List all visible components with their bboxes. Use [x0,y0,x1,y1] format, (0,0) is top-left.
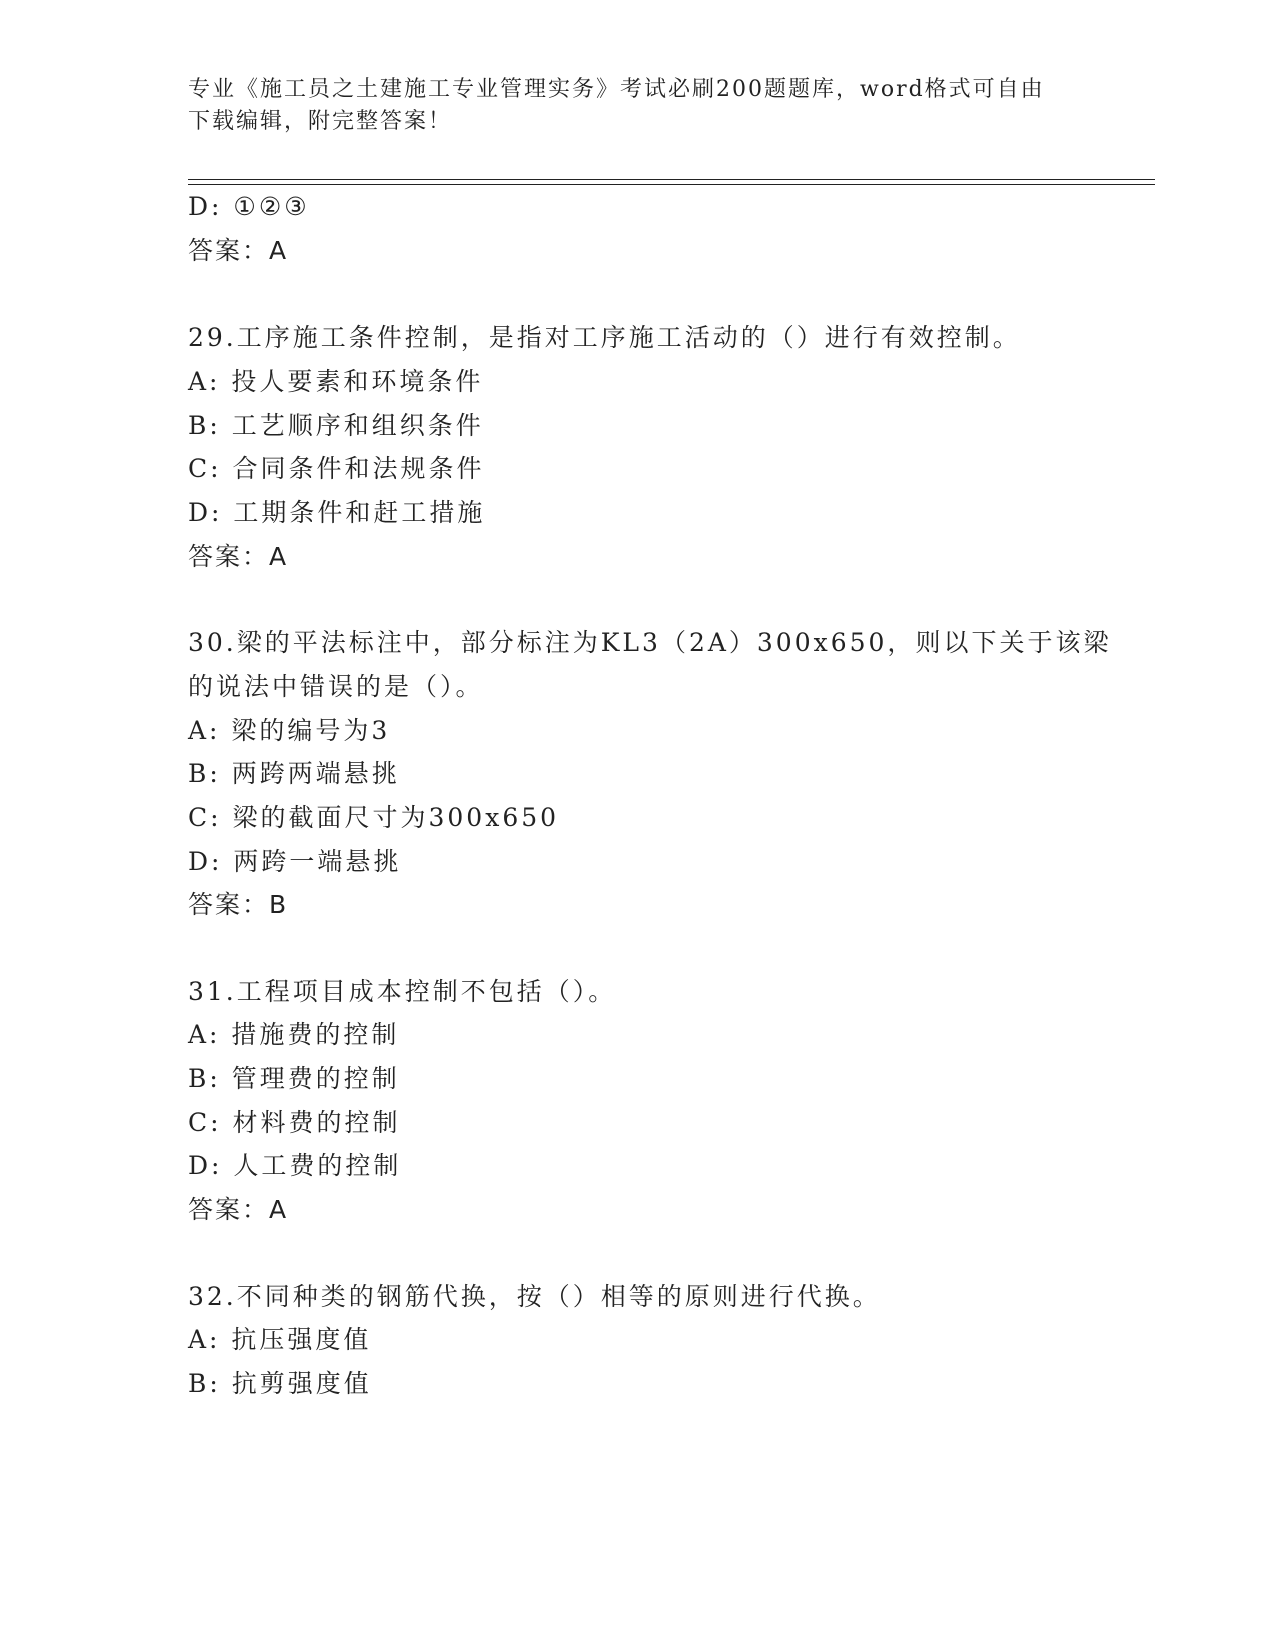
question-29-option-c: C: 合同条件和法规条件 [188,454,485,483]
header-divider-bottom [188,184,1155,185]
question-32-text: 32.不同种类的钢筋代换，按（）相等的原则进行代换。 [188,1282,881,1311]
question-30-option-c: C: 梁的截面尺寸为300x650 [188,803,560,832]
question-30-option-b: B: 两跨两端悬挑 [188,759,400,788]
answer-previous: 答案：A [188,236,289,265]
question-32-option-a: A: 抗压强度值 [188,1325,372,1354]
question-29-option-a: A: 投人要素和环境条件 [188,367,484,396]
question-30-answer: 答案：B [188,890,289,919]
question-30-option-d: D: 两跨一端悬挑 [188,847,402,876]
option-d-previous: D: ①②③ [188,192,310,221]
question-30-text-line-1: 30.梁的平法标注中，部分标注为KL3（2A）300x650，则以下关于该梁 [188,628,1112,657]
header-line-2: 下载编辑，附完整答案！ [188,109,453,134]
question-31-option-a: A: 措施费的控制 [188,1020,400,1049]
question-31-answer: 答案：A [188,1195,289,1224]
question-31-option-c: C: 材料费的控制 [188,1108,401,1137]
question-29-option-d: D: 工期条件和赶工措施 [188,498,486,527]
question-31-text: 31.工程项目成本控制不包括（）。 [188,977,617,1006]
document-header [188,74,1088,138]
question-29-answer: 答案：A [188,542,289,571]
header-divider-top [188,179,1155,180]
question-30-option-a: A: 梁的编号为3 [188,716,391,745]
question-30-text-line-2: 的说法中错误的是（）。 [188,672,484,701]
question-31-option-b: B: 管理费的控制 [188,1064,400,1093]
question-31-option-d: D: 人工费的控制 [188,1151,402,1180]
question-32-option-b: B: 抗剪强度值 [188,1369,372,1398]
question-29-option-b: B: 工艺顺序和组织条件 [188,411,484,440]
header-line-1: 专业《施工员之土建施工专业管理实务》考试必刷200题题库，word格式可自由 [188,77,1045,102]
question-29-text: 29.工序施工条件控制，是指对工序施工活动的（）进行有效控制。 [188,323,1021,352]
